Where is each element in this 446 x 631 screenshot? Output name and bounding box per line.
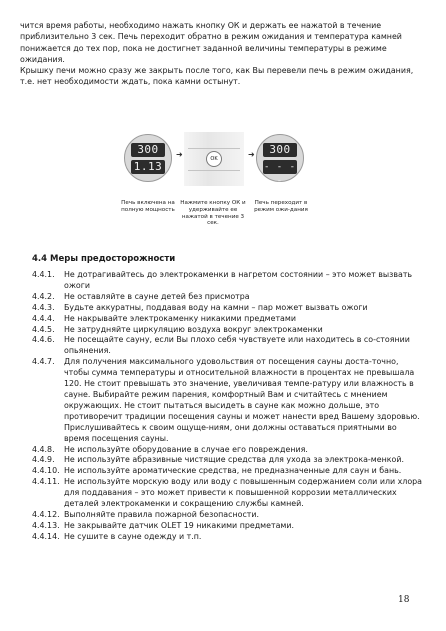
display-panel-full-power bbox=[124, 134, 172, 182]
list-item-text: Не посещайте сауну, если Вы плохо себя чувствуете или находитесь в со-стоянии опьянения. bbox=[64, 335, 410, 356]
list-item-text: Не дотрагивайтесь до электрокаменки в нагретом состоянии – это может вызвать ожоги bbox=[64, 270, 413, 290]
list-item-number: 4.4.5. bbox=[32, 324, 55, 334]
list-item-text: Не накрывайте электрокаменку никакими предметами bbox=[64, 313, 296, 323]
list-item bbox=[32, 325, 424, 336]
list-item bbox=[32, 445, 424, 456]
intro-paragraph: Крышку печи можно сразу же закрыть после того, как Вы перевели печь в режим ожидания, т.е. нет необходимости ждать, пока камни остынут. bbox=[20, 66, 414, 87]
list-item bbox=[32, 292, 424, 303]
list-item bbox=[32, 455, 424, 466]
list-item-number: 4.4.3. bbox=[32, 302, 55, 312]
list-item-number: 4.4.6. bbox=[32, 335, 55, 345]
list-item-text: Для получения максимального удовольствия от посещения сауны доста-точно, чтобы сумма температуры и относительной влажности в процентах не превышала 120. Не стоит превышать это значение, увеличивая темпе-ратуру или влажность в сауне. Выбирайте режим парения, комфортный Вам и считайтесь с мнением окружающих. Не стоит пытаться высидеть в сауне как можно дольше, это противоречит традиции посещения сауны и может нанести вред Вашему здоровью. Прислушивайтесь к своим ощуще-ниям, они должны оставаться приятными во время посещения сауны. bbox=[64, 357, 420, 443]
list-item-number: 4.4.14. bbox=[32, 531, 60, 541]
list-item bbox=[32, 532, 424, 543]
arrow-icon: ➜ bbox=[176, 150, 183, 159]
list-item-number: 4.4.9. bbox=[32, 455, 55, 465]
list-item-number: 4.4.11. bbox=[32, 477, 60, 487]
control-panel bbox=[184, 132, 244, 186]
panel-divider bbox=[188, 148, 240, 149]
panel-divider bbox=[188, 170, 240, 171]
list-item-text: Не используйте ароматические средства, не предназначенные для саун и бань. bbox=[64, 466, 402, 476]
page-number: 18 bbox=[398, 595, 410, 605]
list-item-number: 4.4.7. bbox=[32, 357, 55, 367]
list-item bbox=[32, 357, 424, 444]
ok-button: OK bbox=[206, 151, 222, 167]
caption-standby: Печь переходит в режим ожи-дания bbox=[254, 200, 308, 213]
list-item-number: 4.4.4. bbox=[32, 313, 55, 323]
display-time: 1.13 bbox=[131, 160, 165, 174]
list-item-text: Не закрывайте датчик OLET 19 никакими предметами. bbox=[64, 520, 295, 530]
control-panel-figure bbox=[0, 120, 446, 240]
list-item-number: 4.4.13. bbox=[32, 520, 60, 530]
list-item-text: Не сушите в сауне одежду и т.п. bbox=[64, 531, 202, 541]
caption-press-ok: Нажмите кнопку ОК и удерживайте ее нажатой в течение 3 сек. bbox=[180, 200, 246, 227]
list-item-text: Не используйте оборудование в случае его повреждения. bbox=[64, 444, 308, 454]
intro-text bbox=[20, 20, 420, 88]
display-panel-standby bbox=[256, 134, 304, 186]
list-item-text: Не затрудняйте циркуляцию воздуха вокруг электрокаменки bbox=[64, 324, 323, 334]
list-item bbox=[32, 466, 424, 477]
list-item bbox=[32, 314, 424, 325]
list-item-number: 4.4.10. bbox=[32, 466, 60, 476]
caption-full-power: Печь включена на полную мощность bbox=[121, 200, 175, 213]
list-item-number: 4.4.12. bbox=[32, 509, 60, 519]
list-item-text: Будьте аккуратны, поддавая воду на камни – пар может вызвать ожоги bbox=[64, 302, 368, 312]
list-item bbox=[32, 510, 424, 521]
list-item bbox=[32, 335, 424, 357]
display-temperature: 300 bbox=[131, 143, 165, 157]
list-item-text: Не оставляйте в сауне детей без присмотра bbox=[64, 291, 250, 301]
precautions-list bbox=[32, 270, 424, 543]
list-item-text: Не используйте морскую воду или воду с повышенным содержанием соли или хлора для поддавания – это может привести к повышенной коррозии металлических деталей электрокаменки и сокращению службы камней. bbox=[64, 477, 423, 509]
display-standby: - - - - bbox=[263, 162, 297, 186]
list-item bbox=[32, 303, 424, 314]
list-item-text: Выполняйте правила пожарной безопасности. bbox=[64, 509, 260, 519]
section-heading: 4.4 Меры предосторожности bbox=[32, 254, 176, 264]
list-item bbox=[32, 521, 424, 532]
display-temperature: 300 bbox=[263, 143, 297, 157]
list-item-text: Не используйте абразивные чистящие средства для ухода за электрока-менкой. bbox=[64, 455, 404, 465]
list-item-number: 4.4.1. bbox=[32, 270, 55, 279]
arrow-icon: ➜ bbox=[248, 150, 255, 159]
intro-paragraph: чится время работы, необходимо нажать кнопку ОК и держать ее нажатой в течение приблизительно 3 сек. Печь переходит обратно в режим ожидания и температура камней понижается до тех пор, пока не достигнет заданной величины температуры в режиме ожидания. bbox=[20, 21, 402, 64]
list-item bbox=[32, 477, 424, 510]
list-item-number: 4.4.2. bbox=[32, 291, 55, 301]
list-item-number: 4.4.8. bbox=[32, 444, 55, 454]
list-item bbox=[32, 270, 424, 292]
